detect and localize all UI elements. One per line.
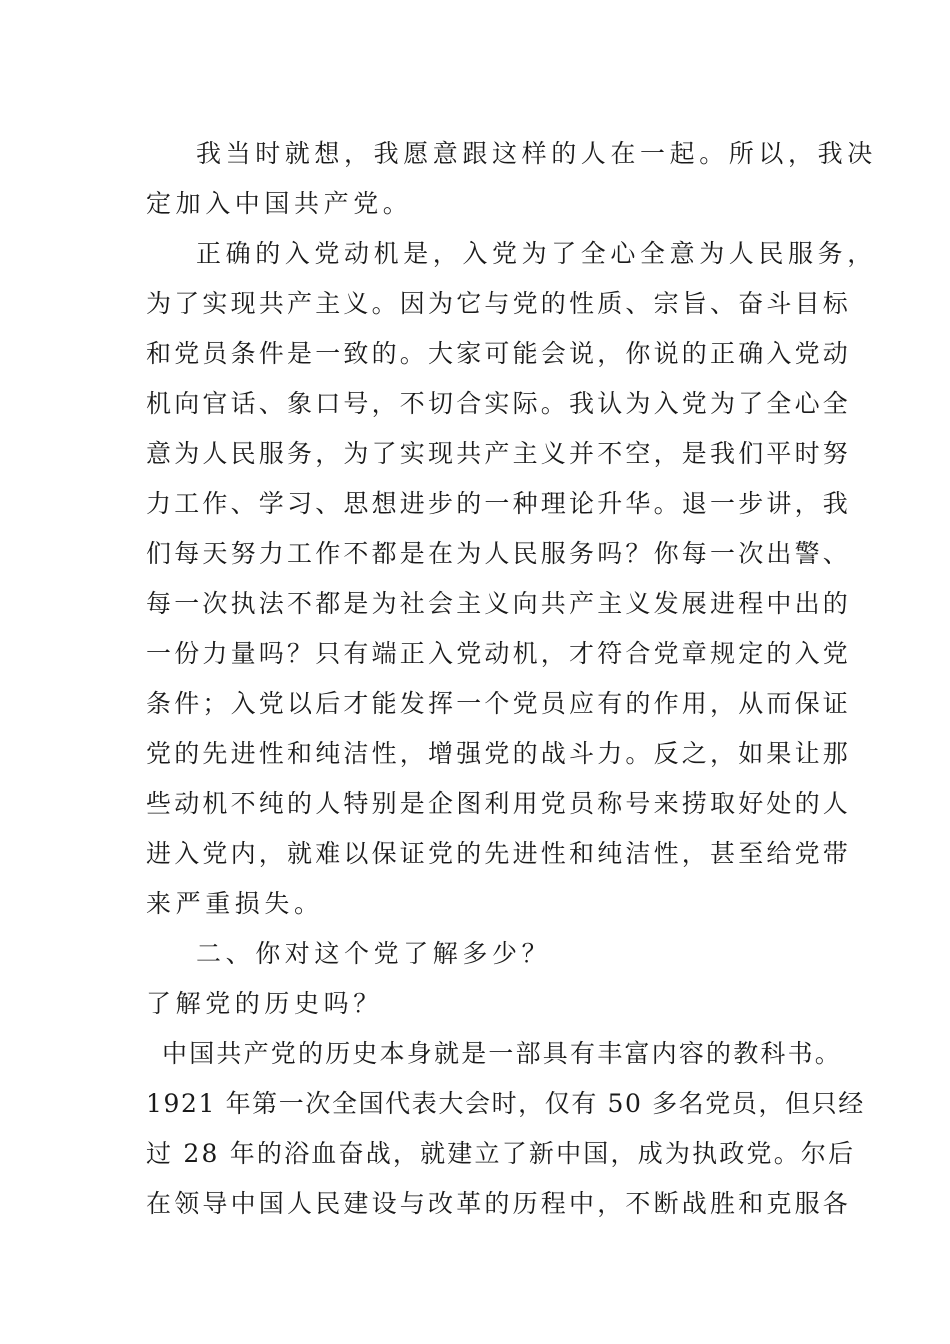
paragraph-line: 正确的入党动机是，入党为了全心全意为人民服务， (196, 239, 877, 268)
paragraph-line: 来严重损失。 (146, 889, 324, 918)
paragraph-line: 过 28 年的浴血奋战，就建立了新中国，成为执政党。尔后 (146, 1139, 856, 1168)
paragraph-line: 1921 年第一次全国代表大会时，仅有 50 多名党员，但只经 (146, 1089, 865, 1118)
paragraph-line: 条件；入党以后才能发挥一个党员应有的作用，从而保证 (146, 689, 852, 718)
paragraph-line: 中国共产党的历史本身就是一部具有丰富内容的教科书。 (162, 1039, 843, 1068)
paragraph-line: 力工作、学习、思想进步的一种理论升华。退一步讲，我 (146, 489, 852, 518)
paragraph-line: 些动机不纯的人特别是企图利用党员称号来捞取好处的人 (146, 789, 852, 818)
subsection-heading: 了解党的历史吗？ (146, 989, 383, 1018)
paragraph-line: 在领导中国人民建设与改革的历程中，不断战胜和克服各 (146, 1189, 852, 1218)
paragraph-line: 我当时就想，我愿意跟这样的人在一起。所以，我决 (196, 139, 877, 168)
paragraph-line: 意为人民服务，为了实现共产主义并不空，是我们平时努 (146, 439, 852, 468)
paragraph-line: 和党员条件是一致的。大家可能会说，你说的正确入党动 (146, 339, 852, 368)
paragraph-line: 党的先进性和纯洁性，增强党的战斗力。反之，如果让那 (146, 739, 852, 768)
paragraph-line: 为了实现共产主义。因为它与党的性质、宗旨、奋斗目标 (146, 289, 852, 318)
paragraph-line: 一份力量吗？只有端正入党动机，才符合党章规定的入党 (146, 639, 852, 668)
paragraph-line: 们每天努力工作不都是在为人民服务吗？你每一次出警、 (146, 539, 852, 568)
paragraph-line: 每一次执法不都是为社会主义向共产主义发展进程中出的 (146, 589, 852, 618)
paragraph-line: 进入党内，就难以保证党的先进性和纯洁性，甚至给党带 (146, 839, 852, 868)
paragraph-line: 定加入中国共产党。 (146, 189, 413, 218)
section-heading: 二、你对这个党了解多少？ (196, 939, 552, 968)
paragraph-line: 机向官话、象口号，不切合实际。我认为入党为了全心全 (146, 389, 852, 418)
